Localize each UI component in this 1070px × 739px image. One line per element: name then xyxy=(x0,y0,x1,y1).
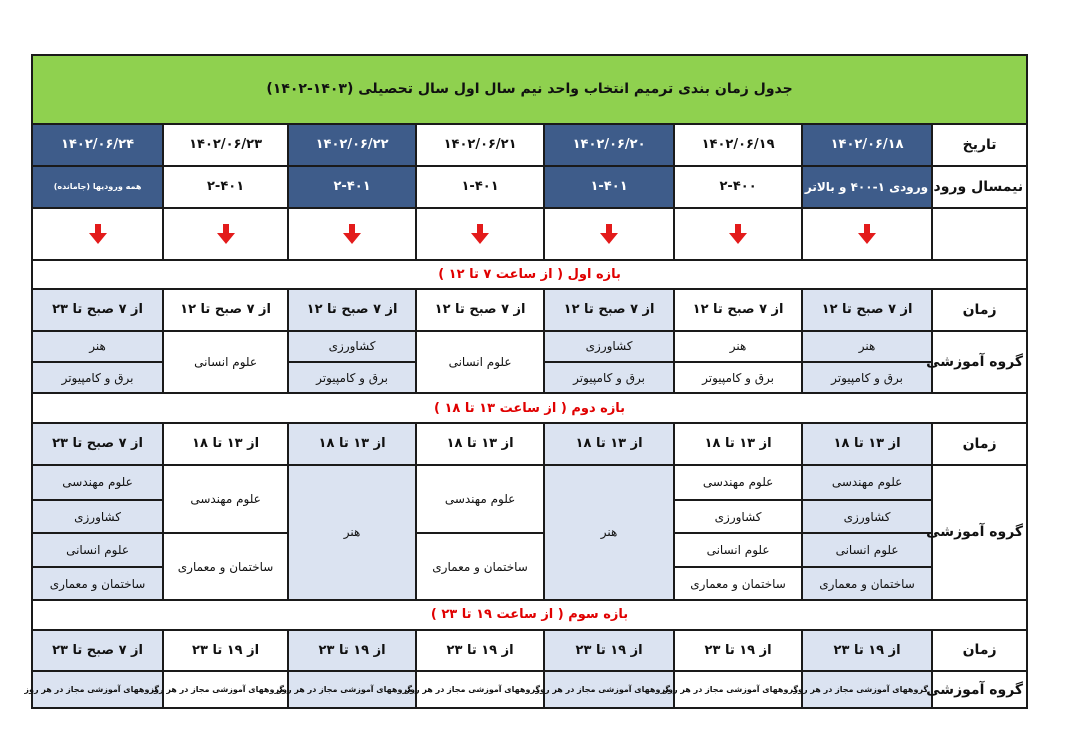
date-cell: ۱۴۰۲/۰۶/۲۲ xyxy=(288,124,416,166)
time-cell: از ۷ صبح تا ۲۳ xyxy=(32,423,163,465)
group-cell: هنر xyxy=(288,465,416,601)
entry-cell: ۱-۴۰۱ xyxy=(544,166,674,208)
group-cell: ساختمان و معماری xyxy=(32,567,163,600)
group-cell: کشاورزی xyxy=(288,331,416,362)
group-cell: برق و کامپیوتر xyxy=(32,362,163,393)
time-cell: از ۱۹ تا ۲۳ xyxy=(163,630,288,672)
arrow-empty-cell xyxy=(932,208,1027,260)
time-cell: از ۷ صبح تا ۲۳ xyxy=(32,630,163,672)
time-cell: از ۷ صبح تا ۱۲ xyxy=(288,289,416,331)
arrow-cell xyxy=(32,208,163,260)
band-2-title: بازه دوم ( از ساعت ۱۳ تا ۱۸ ) xyxy=(32,393,1027,422)
time-cell: از ۱۹ تا ۲۳ xyxy=(544,630,674,672)
time-cell: از ۱۳ تا ۱۸ xyxy=(163,423,288,465)
group-cell: هنر xyxy=(802,331,932,362)
group-cell: ساختمان و معماری xyxy=(802,567,932,600)
group-label: گروه آموزشی xyxy=(932,671,1027,708)
group-cell: برق و کامپیوتر xyxy=(544,362,674,393)
group-cell: علوم انسانی xyxy=(32,533,163,566)
time-cell: از ۱۳ تا ۱۸ xyxy=(416,423,544,465)
time-cell: از ۱۳ تا ۱۸ xyxy=(802,423,932,465)
time-label: زمان xyxy=(932,289,1027,331)
entry-cell: ۲-۴۰۱ xyxy=(163,166,288,208)
band-1-title: بازه اول ( از ساعت ۷ تا ۱۲ ) xyxy=(32,260,1027,289)
group-cell: علوم مهندسی xyxy=(416,465,544,534)
group-cell: علوم انسانی xyxy=(802,533,932,566)
arrow-cell xyxy=(802,208,932,260)
group-cell: گروههای آموزشی مجاز در هر روز xyxy=(32,671,163,708)
group-cell: گروههای آموزشی مجاز در هر روز xyxy=(802,671,932,708)
date-label: تاریخ xyxy=(932,124,1027,166)
group-cell: برق و کامپیوتر xyxy=(288,362,416,393)
down-arrow-icon xyxy=(92,224,104,244)
arrow-cell xyxy=(416,208,544,260)
group-label: گروه آموزشی xyxy=(932,331,1027,394)
group-cell: علوم مهندسی xyxy=(802,465,932,501)
entry-cell: ۱-۴۰۱ xyxy=(416,166,544,208)
down-arrow-icon xyxy=(732,224,744,244)
time-cell: از ۷ صبح تا ۲۳ xyxy=(32,289,163,331)
time-cell: از ۷ صبح تا ۱۲ xyxy=(163,289,288,331)
entry-cell: ورودی ۱-۴۰۰ و بالاتر xyxy=(802,166,932,208)
time-cell: از ۷ صبح تا ۱۲ xyxy=(416,289,544,331)
group-cell: برق و کامپیوتر xyxy=(802,362,932,393)
down-arrow-icon xyxy=(346,224,358,244)
group-cell: علوم انسانی xyxy=(416,331,544,394)
down-arrow-icon xyxy=(603,224,615,244)
group-cell: گروههای آموزشی مجاز در هر روز xyxy=(674,671,802,708)
entry-cell: ۲-۴۰۱ xyxy=(288,166,416,208)
time-cell: از ۱۹ تا ۲۳ xyxy=(674,630,802,672)
arrow-cell xyxy=(674,208,802,260)
group-cell: هنر xyxy=(544,465,674,601)
date-cell: ۱۴۰۲/۰۶/۲۴ xyxy=(32,124,163,166)
group-cell: گروههای آموزشی مجاز در هر روز xyxy=(416,671,544,708)
entry-label: نیمسال ورود xyxy=(932,166,1027,208)
group-cell: هنر xyxy=(674,331,802,362)
group-cell: علوم انسانی xyxy=(163,331,288,394)
group-cell: کشاورزی xyxy=(802,500,932,533)
group-cell: گروههای آموزشی مجاز در هر روز xyxy=(288,671,416,708)
date-cell: ۱۴۰۲/۰۶/۱۹ xyxy=(674,124,802,166)
down-arrow-icon xyxy=(474,224,486,244)
arrow-cell xyxy=(544,208,674,260)
arrow-cell xyxy=(288,208,416,260)
group-cell: ساختمان و معماری xyxy=(674,567,802,600)
group-cell: گروههای آموزشی مجاز در هر روز xyxy=(544,671,674,708)
time-cell: از ۷ صبح تا ۱۲ xyxy=(802,289,932,331)
group-cell: هنر xyxy=(32,331,163,362)
group-cell: علوم مهندسی xyxy=(674,465,802,501)
date-cell: ۱۴۰۲/۰۶/۱۸ xyxy=(802,124,932,166)
time-cell: از ۱۳ تا ۱۸ xyxy=(674,423,802,465)
group-cell: علوم مهندسی xyxy=(32,465,163,501)
group-cell: ساختمان و معماری xyxy=(163,533,288,600)
band-3-title: بازه سوم ( از ساعت ۱۹ تا ۲۳ ) xyxy=(32,600,1027,629)
group-cell: کشاورزی xyxy=(544,331,674,362)
table-title: جدول زمان بندی ترمیم انتخاب واحد نیم سال اول سال تحصیلی (۱۴۰۳-۱۴۰۲) xyxy=(32,55,1027,124)
time-label: زمان xyxy=(932,630,1027,672)
arrow-cell xyxy=(163,208,288,260)
time-cell: از ۷ صبح تا ۱۲ xyxy=(674,289,802,331)
group-label: گروه آموزشی xyxy=(932,465,1027,601)
down-arrow-icon xyxy=(861,224,873,244)
group-cell: ساختمان و معماری xyxy=(416,533,544,600)
time-cell: از ۱۹ تا ۲۳ xyxy=(416,630,544,672)
group-cell: برق و کامپیوتر xyxy=(674,362,802,393)
time-label: زمان xyxy=(932,423,1027,465)
group-cell: علوم انسانی xyxy=(674,533,802,566)
entry-cell: همه ورودیها (جامانده) xyxy=(32,166,163,208)
group-cell: علوم مهندسی xyxy=(163,465,288,534)
group-cell: کشاورزی xyxy=(674,500,802,533)
time-cell: از ۱۹ تا ۲۳ xyxy=(802,630,932,672)
time-cell: از ۱۹ تا ۲۳ xyxy=(288,630,416,672)
date-cell: ۱۴۰۲/۰۶/۲۱ xyxy=(416,124,544,166)
group-cell: کشاورزی xyxy=(32,500,163,533)
time-cell: از ۷ صبح تا ۱۲ xyxy=(544,289,674,331)
date-cell: ۱۴۰۲/۰۶/۲۰ xyxy=(544,124,674,166)
entry-cell: ۲-۴۰۰ xyxy=(674,166,802,208)
time-cell: از ۱۳ تا ۱۸ xyxy=(544,423,674,465)
date-cell: ۱۴۰۲/۰۶/۲۳ xyxy=(163,124,288,166)
group-cell: گروههای آموزشی مجاز در هر روز xyxy=(163,671,288,708)
time-cell: از ۱۳ تا ۱۸ xyxy=(288,423,416,465)
down-arrow-icon xyxy=(220,224,232,244)
schedule-table xyxy=(24,54,1028,709)
